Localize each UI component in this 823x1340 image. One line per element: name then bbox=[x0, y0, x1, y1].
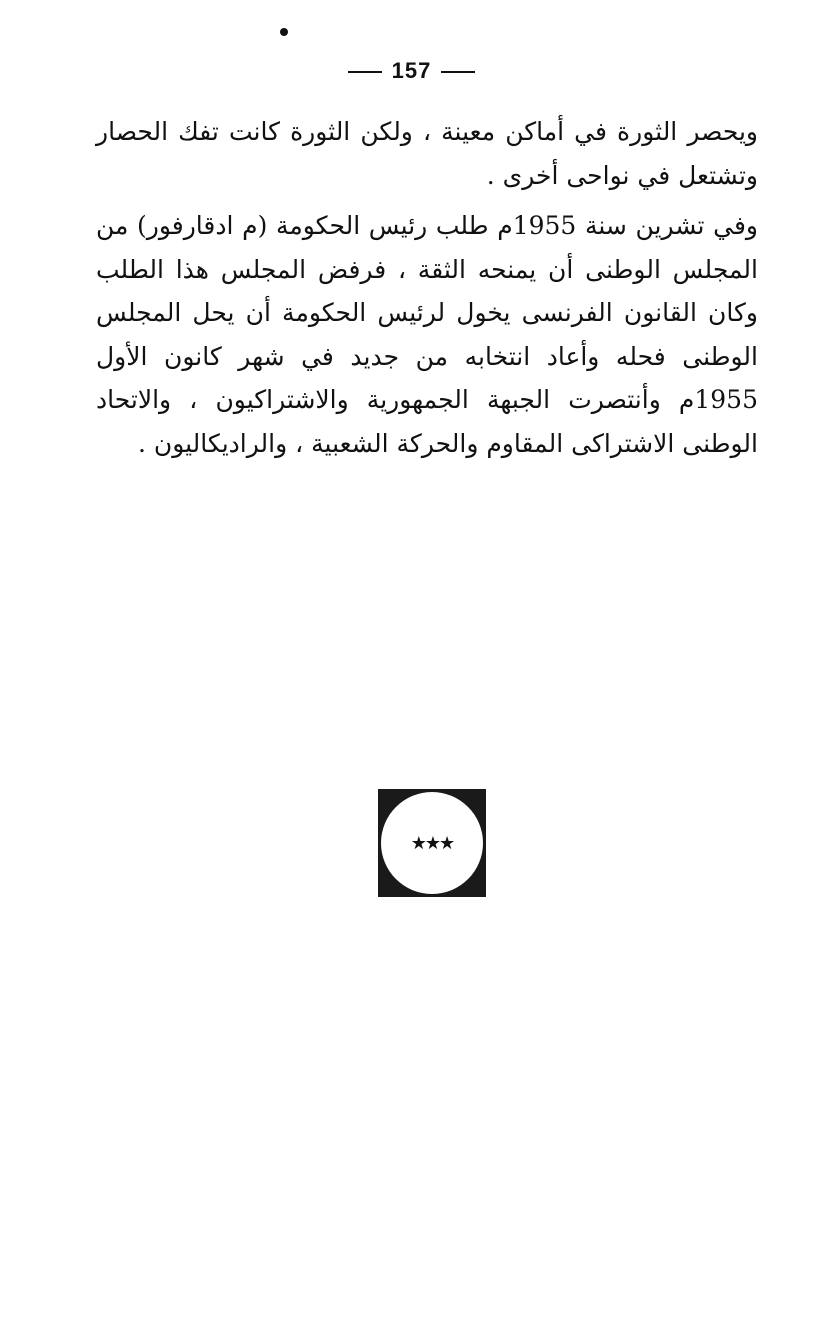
three-stars-icon: ★★★ bbox=[410, 832, 454, 854]
page-number: 157 bbox=[391, 58, 432, 83]
right-dash bbox=[441, 71, 475, 73]
paragraph-1-text: ويحصر الثورة في أماكن معينة ، ولكن الثورة كانت تفك الحصار وتشتعل في نواحى أخرى . bbox=[96, 117, 758, 190]
margin-dot bbox=[280, 28, 288, 36]
page-number-header bbox=[0, 58, 823, 84]
section-divider-ornament bbox=[378, 789, 486, 897]
paragraph-2-text: وفي تشرين سنة 1955م طلب رئيس الحكومة (م ادقارفور) من المجلس الوطنى أن يمنحه الثقة ، فرفض المجلس هذا الطلب وكان القانون الفرنسى يخول لرئيس الحكومة أن يحل المجلس الوطنى فحله وأعاد انتخابه من جديد في شهر كانون الأول 1955م وأنتصرت الجبهة الجمهورية والاشتراكيون ، والاتحاد الوطنى الاشتراكى المقاوم والحركة الشعبية ، والراديكاليون . bbox=[96, 211, 758, 458]
left-dash bbox=[348, 71, 382, 73]
ornament-circle bbox=[381, 792, 483, 894]
paragraph-2 bbox=[96, 204, 758, 465]
paragraph-1 bbox=[96, 110, 758, 197]
